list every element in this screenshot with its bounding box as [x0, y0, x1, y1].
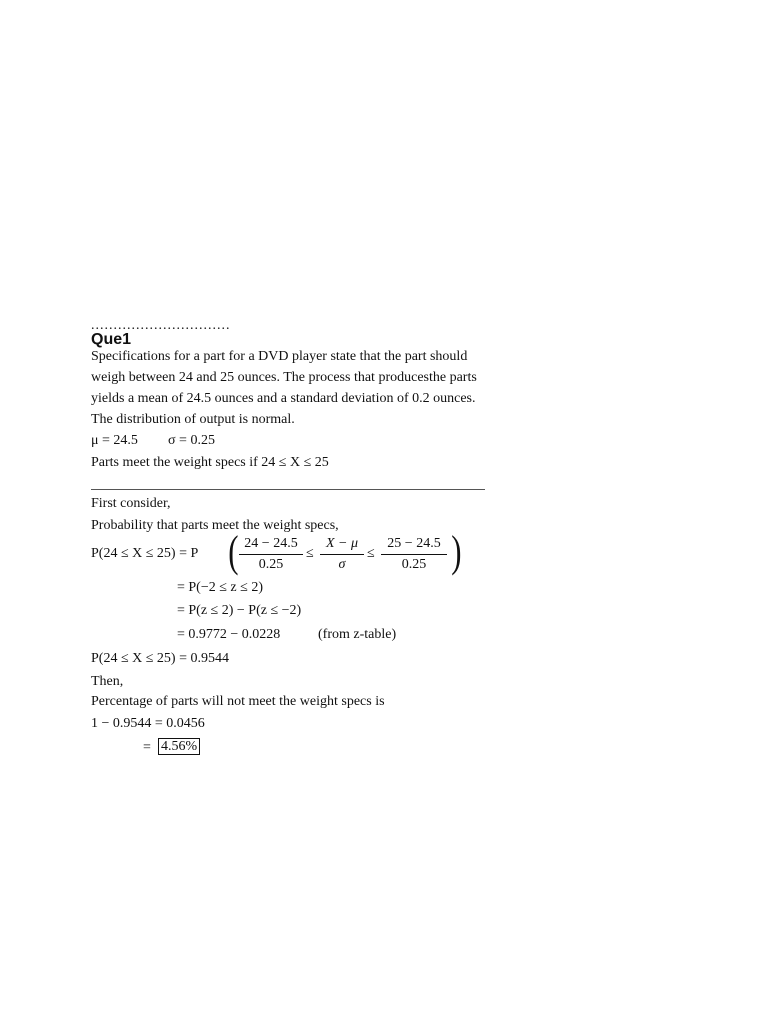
given-mu: μ = 24.5 [91, 433, 138, 448]
fraction-standardize [320, 536, 364, 573]
final-answer: 4.56% [158, 738, 200, 755]
fraction-numerator: 24 − 24.5 [239, 536, 303, 555]
problem-line-2: weigh between 24 and 25 ounces. The process that producesthe parts [91, 370, 477, 385]
less-equal-sign: ≤ [367, 546, 375, 561]
less-equal-sign: ≤ [306, 546, 314, 561]
probability-result: P(24 ≤ X ≤ 25) = 0.9544 [91, 651, 229, 666]
fraction-denominator: σ [338, 557, 346, 572]
horizontal-rule [91, 489, 485, 490]
step-3: = P(z ≤ 2) − P(z ≤ −2) [177, 603, 302, 618]
eq1-lhs: P(24 ≤ X ≤ 25) = P [91, 546, 199, 561]
fraction-lower-bound [239, 536, 303, 573]
problem-line-4: The distribution of output is normal. [91, 412, 295, 427]
first-consider: First consider, [91, 496, 171, 511]
left-paren-icon: ( [228, 527, 239, 576]
spec-condition: Parts meet the weight specs if 24 ≤ X ≤ 25 [91, 455, 329, 470]
right-paren-icon: ) [451, 527, 462, 576]
final-equals: = [143, 740, 151, 755]
given-sigma: σ = 0.25 [168, 433, 215, 448]
percentage-intro: Percentage of parts will not meet the weight specs is [91, 694, 385, 709]
dotted-separator: ............................... [91, 318, 231, 333]
fraction-numerator: 25 − 24.5 [381, 536, 447, 555]
then-label: Then, [91, 674, 124, 689]
problem-line-1: Specifications for a part for a DVD player state that the part should [91, 349, 468, 364]
step-4: = 0.9772 − 0.0228 [177, 627, 281, 642]
step-2: = P(−2 ≤ z ≤ 2) [177, 580, 263, 595]
percentage-calc: 1 − 0.9544 = 0.0456 [91, 716, 205, 731]
final-answer-box [158, 739, 200, 755]
z-table-note: (from z-table) [318, 627, 397, 642]
fraction-upper-bound [381, 536, 447, 573]
fraction-denominator: 0.25 [401, 557, 427, 572]
fraction-denominator: 0.25 [258, 557, 284, 572]
fraction-numerator: X − μ [320, 536, 364, 555]
question-heading: Que1 [91, 331, 132, 348]
problem-line-3: yields a mean of 24.5 ounces and a standard deviation of 0.2 ounces. [91, 391, 476, 406]
probability-intro: Probability that parts meet the weight specs, [91, 518, 339, 533]
